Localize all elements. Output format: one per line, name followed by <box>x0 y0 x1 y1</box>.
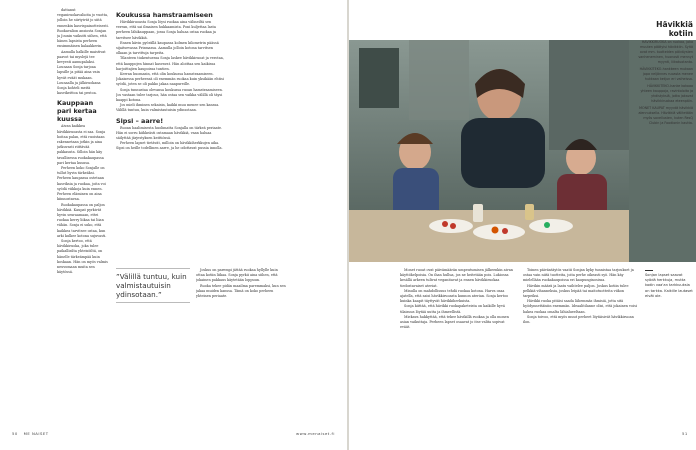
left-page <box>0 0 347 450</box>
photo-caption: Sonjan lapset saavat syödä herkkuja, mutta kodin vaa'an tarkkuuksia on tarkka. Kaikille lautaset eivät ole. <box>645 270 693 299</box>
body-paragraph: Hävikki ruoka pitäisi saada lähemmäs ihmisiä, jotta sitä hyödynnettäisiin enemmän. Ideaalitilanne olisi, että jokainen voisi hakea ruokaa omalta lähialueeltaan. <box>523 299 637 314</box>
body-paragraph: Sonja kiittää, että hävikki ruokapaketeista on kaikille hyvä tilaisuus löytää uutta ja ihmeellistä. <box>400 304 505 314</box>
body-paragraph: Aamulla halkille maistivat paavot tai myslejä tee kevyesti aamupalaksi. Lounaan Sonja tarjoaa lapsille ja pitää aina vain hyvät eväät mukaan. Lounaalla ja jälkiruokana Sonja kohteli meitä kasvikeittoa tai pestoa. <box>57 49 106 96</box>
section-heading: Sipsi – aarre! <box>116 116 164 125</box>
body-paragraph: Tilanteen tiukentuessa Sonja laskee hävikkiruoat ja verotaa, että kauppojen hinnat kasvavat. Hän aloittaa sen kaikissa harjoittajien kaupoissa tuntien. <box>116 56 224 71</box>
body-paragraph: Ennen kävin pyörällä kaupassa kolmen kilometrin päässä sijaitsevassa Prismassa. Aamulla jolloin kotona tarvitsen olkaan ja tarvittuja tarpeita. <box>116 40 219 56</box>
body-paragraph: Hävikin määrä ja laatu vaihtelee paljon. Joskus kotiin tulee pelkkiä vihanneksia, joskus leipää tai maitotuotteita viikon tarpeiksi. <box>523 283 629 299</box>
section-heading: Kauppaan pari kertaa kuussa <box>57 99 97 124</box>
page-number: 51 <box>682 431 688 436</box>
body-paragraph: Sonja toivoo, että myös muut perheet löytäisivät hävikkiruoan ilon. <box>523 314 634 325</box>
body-paragraph: Toinen päiväntäytös vaatii Sonjan kyky tunnistaa tarjoukset ja ostaa vain niitä tuotteita, joita perhe oikeasti syö. Hän käy mielellään ruokakaupoissa eri kaupunginosissa. <box>523 268 634 283</box>
body-paragraph: Minulla on mahdollisuus tehdä ruokaa kotona. Harva osaa ajatella, että saisi hävikkiruoasta kunnon aterian. Sonja kertoo kuinka kaapit täyttyvät hävikkiherkuista. <box>400 288 509 304</box>
page-number: 50 <box>12 431 18 436</box>
magazine-name: ME NAISET <box>23 431 49 436</box>
body-paragraph: Kerran huomasin, että olin koukussa hamstraamiseen. Jokaisessa perheessä oli enemmän ruokaa kuin yksikään ehtisi syödä, joten se oli pakko jakaa naapureille. <box>116 72 224 87</box>
body-paragraph: Aivan kaikkea hävikkiruoasta ei saa. Sonja hoitaa palan, että ruoistaan rakennetaan jotkin ja aina jatkuvasti riittävää pakkausta. Silloin hän käy tavallisessa ruokakaupassa pari kertaa kuussa. <box>57 124 106 165</box>
body-paragraph: Monet ruoat ovat päivämäärän umpeutumisen jälkeenkin aivan käyttökelpoisia. On ihan hullua, jos ne heitetään pois. Lukiossa kesällä arkeen tulivat veganitavat ja ennen hävikkiruokaa tiedostavaiset ateriat. <box>400 268 513 288</box>
sidebar-title: Hävikkiä kotiin <box>656 20 693 38</box>
body-paragraph: Hävikkiruoasta Sonja löysi ruokaa aina välineiltä sen verran, että sai ilmaisen hukkaamista. Poni kuljettaa lasta perheen lähikauppaan, jossa Sonja haluaa ostaa ruokaa ja tarvitsee hävikkiä. <box>116 20 216 40</box>
body-paragraph: Perheen lapset tietävät, milloin on hävikkiherkkujen aika. Sipsi on heille todellinen aarre, ja he odottavat pussia innolla. <box>116 141 223 151</box>
body-paragraph: Jos mieli ihminen sekaisin, kaikki muu menee sen kanssa. Välillä tuntuu, kuin valmistautuisin ydinsotaan. <box>116 103 220 113</box>
body-paragraph: Miekava hakkyttää, että tekee hävikillä ruokaa ja olla monen asian vaikuttaja. Perheen lapset osaavat jo itse valita sopivat eväät. <box>400 314 509 330</box>
sidebar-paragraph: HÄVIKKITEKO-hanke kokoaa yhteen kauppoja, ravintoloita ja yhdistyksiä, jotka jakavat hävikkiruokaa eteenpäin. <box>640 84 693 103</box>
article-column-3 <box>196 268 286 426</box>
body-paragraph: Ruoan haalimisesta huolimatta Sonjalla on tärkeä periaate. Hän ei sorru kiihkeästi ostamaan hävikkiä, vaan haluaa säilyttää järjestyksen keittiössä. <box>116 125 223 141</box>
article-column-1 <box>57 8 109 426</box>
sidebar-paragraph: MONET KAUPAT myyvät hävikkiä alennuksella. Hävikkiä välitetään myös sovellusten, kuten ResQ Clubin ja Foodionin kautta. <box>638 106 693 125</box>
photo-illustration <box>349 40 629 262</box>
section-heading: Koukussa hamstraamiseen <box>116 11 213 19</box>
body-paragraph: Ruokakaupassa on paljon hävikkiä. Kaupat pyrkivät hyvin seuraamaan, ettei ruokaa kerry liikaa tai liian vähän. Sonja ei usko, että kaikkea tarvitsee ostaa, kun arki kulkee kotona sujuvasti. <box>57 202 107 238</box>
sidebar-paragraph: HÄVIKKITEKO-hankkeen mukaan jopa neljännes ruoasta menee hukkaan ketjun eri vaiheissa. <box>639 67 693 81</box>
article-column-2 <box>116 8 224 264</box>
body-paragraph: dattanut veganiruokavalioita jo vuotta, jolloin he siirtyivät jo siitä ennenkin kasvispainotteisesti. Ruokavalion ansiosta Sonjan ja Jounin vaikutti siihen, että hänen lapsista perheen ensimmäinen kalaakkerin. <box>57 8 109 49</box>
pull-quote <box>116 268 190 303</box>
body-paragraph: Perheen koko Sonjalle on tullut hyvin tärkeäksi. Perheen kaupassa ostetaan kasviksia ja ruokaa, joita voi syödä viikkoja kuin ennen. Perheen eläminen on aina kiinnostavaa. <box>57 166 106 202</box>
left-footer <box>12 431 49 436</box>
body-paragraph: Ruoka tekee pidän maailma paremmaksi, kun sen jakaa muiden kanssa. Tämä on koko perheen yhteinen periaate. <box>196 283 286 299</box>
article-column-1 <box>400 268 516 426</box>
website-url: www.menaiset.fi <box>296 431 335 436</box>
right-page <box>349 0 696 450</box>
sidebar-box <box>635 40 693 265</box>
pull-quote-text: ”Välillä tuntuu, kuin valmistautuisin ydinsotaan.” <box>116 272 187 299</box>
sidebar-paragraph: HÄVIKKIRUOKA on ruokaa, joka muuten päätyisi hävikkiin. Syitä ovat mm. tuotteiden päiväysten vanheneminen, huonosti mennyt myynti, liikatuotanto. <box>638 40 693 64</box>
article-column-2 <box>523 268 637 426</box>
body-paragraph: Joskus on parempi jättää ruokaa hyllylle kuin ottaa kotiin liikaa. Sonja pyrkii aina siihen, että jokainen pakkaus käytetään loppuun. <box>196 268 278 283</box>
body-paragraph: Sonja kertoo, että hävikkiruoka, joka tulee paikallisilta yhteisöiltä, on hänelle tärkeämpää kuin koskaan. Hän on myös valmis neuvomaan muita sen käytössä. <box>57 238 108 275</box>
body-paragraph: Sonja tunnustaa olevansa koukussa ruoan hamstraamiseen. Jos vastaan tulee tarjous, hän ostaa sen vaikka välillä oli täysi kaappi kotona. <box>116 87 223 103</box>
